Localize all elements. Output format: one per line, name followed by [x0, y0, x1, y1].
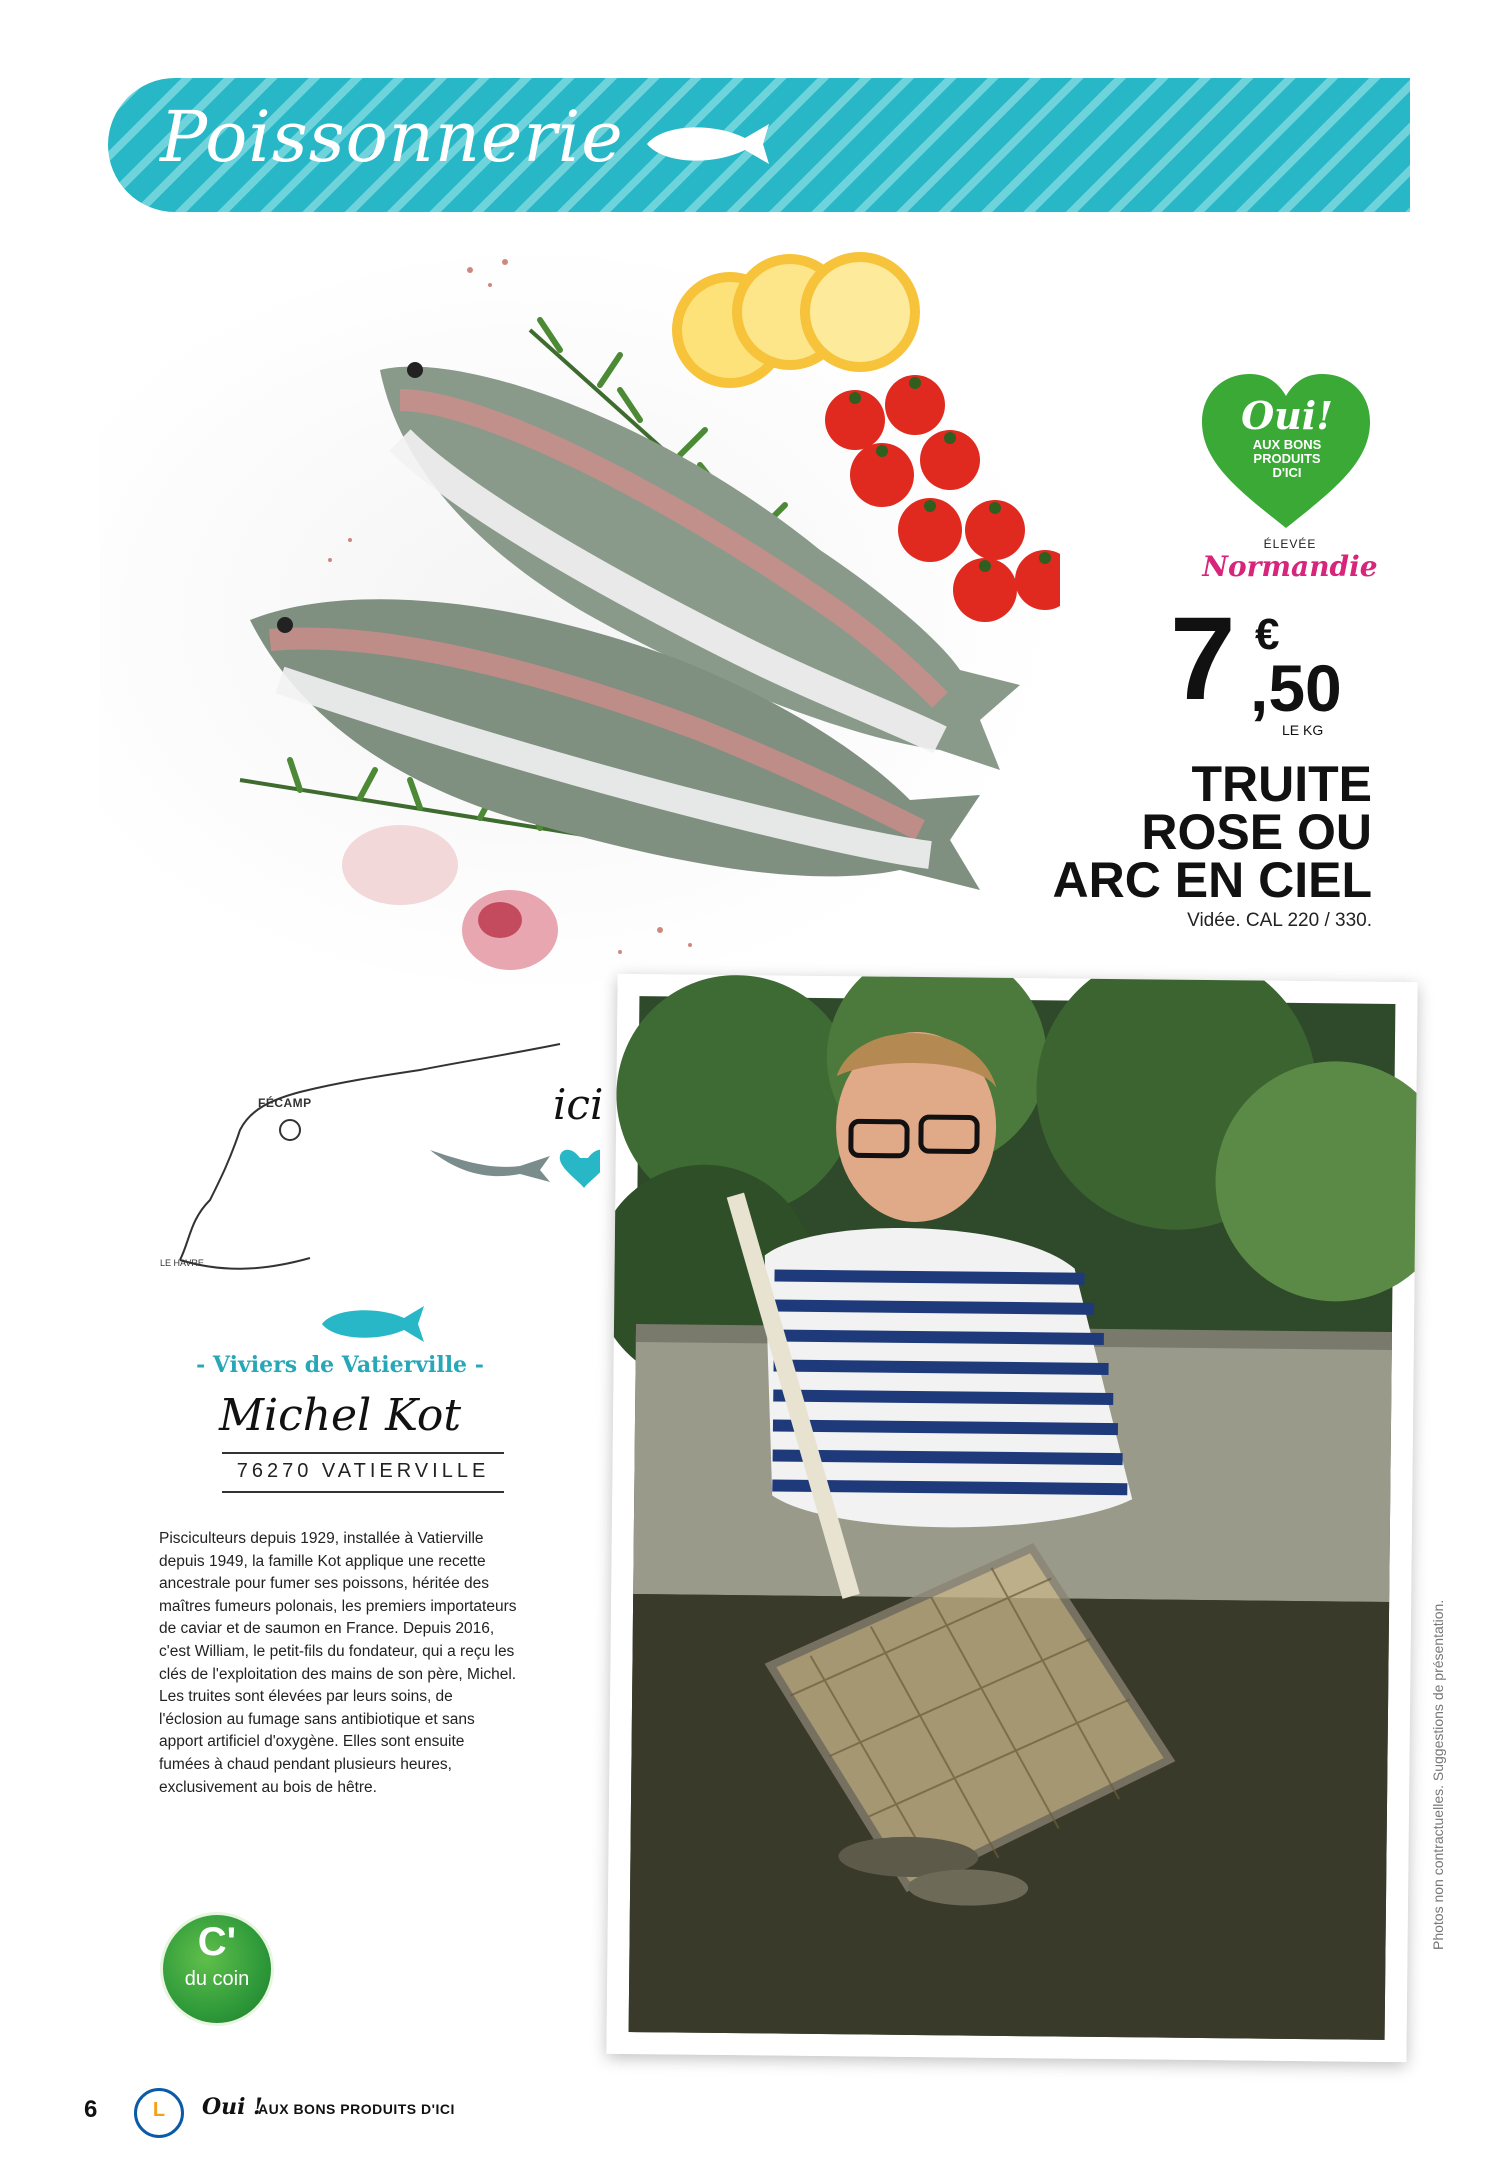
- producer-photo: [606, 974, 1417, 2062]
- divider: [222, 1491, 504, 1493]
- product-photo: [100, 240, 1060, 1000]
- product-name: [1000, 756, 1372, 908]
- section-title: Poissonnerie: [160, 96, 624, 178]
- producer-city: 76270 VATIERVILLE: [236, 1460, 490, 1482]
- origin-region: Normandie: [1202, 550, 1378, 583]
- price-integer: 7: [1170, 593, 1236, 725]
- map-city-fecamp: FÉCAMP: [258, 1096, 312, 1110]
- map-ici-label: ici: [553, 1080, 604, 1129]
- footer-oui: Oui !: [202, 2094, 263, 2120]
- badge-oui: Oui!: [1241, 393, 1333, 438]
- c-du-coin-text: du coin: [184, 1968, 250, 1990]
- disclaimer: Photos non contractuelles. Suggestions de présentation.: [1430, 1599, 1446, 1950]
- badge-subtitle: AUX BONS PRODUITS D'ICI: [1252, 437, 1322, 480]
- c-du-coin-letter: C': [197, 1920, 237, 1964]
- fish-icon: [318, 1302, 438, 1346]
- footer-text: AUX BONS PRODUITS D'ICI: [258, 2101, 455, 2117]
- producer-description: Pisciculteurs depuis 1929, installée à Vatierville depuis 1949, la famille Kot applique une recette ancestrale pour fumer ses poissons, héritée des maîtres fumeurs polonais, les premiers importateurs de caviar et de saumon en France. Depuis 2016, c'est William, le petit-fils du fondateur, qui a reçu les clés de l'exploitation des mains de son père, Michel. Les truites sont élevées par leurs soins, de l'éclosion au fumage sans antibiotique et sans apport artificiel d'oxygène. Elles sont ensuite fumées à chaud pendant plusieurs heures, exclusivement au bois de hêtre.: [159, 1530, 517, 1796]
- divider: [222, 1452, 504, 1454]
- location-map: [160, 1040, 600, 1290]
- leclerc-logo-letter: L: [152, 2099, 166, 2121]
- page-number: 6: [84, 2096, 98, 2123]
- product-description: Vidée. CAL 220 / 330.: [1187, 910, 1372, 931]
- fish-icon: [643, 116, 783, 172]
- price-unit: LE KG: [1282, 722, 1324, 738]
- section-banner: [108, 78, 1410, 212]
- product-name-line: ARC EN CIEL: [1052, 852, 1372, 908]
- map-city-lehavre: LE HAVRE: [160, 1258, 204, 1268]
- product-name-line: ROSE OU: [1141, 804, 1372, 860]
- producer-name: Michel Kot: [218, 1390, 462, 1441]
- origin-label: ÉLEVÉE: [1263, 537, 1317, 551]
- product-name-line: TRUITE: [1191, 756, 1372, 812]
- price-currency: €: [1255, 610, 1280, 659]
- price-decimal: ,50: [1250, 651, 1342, 725]
- producer-farm-name: - Viviers de Vatierville -: [196, 1352, 484, 1378]
